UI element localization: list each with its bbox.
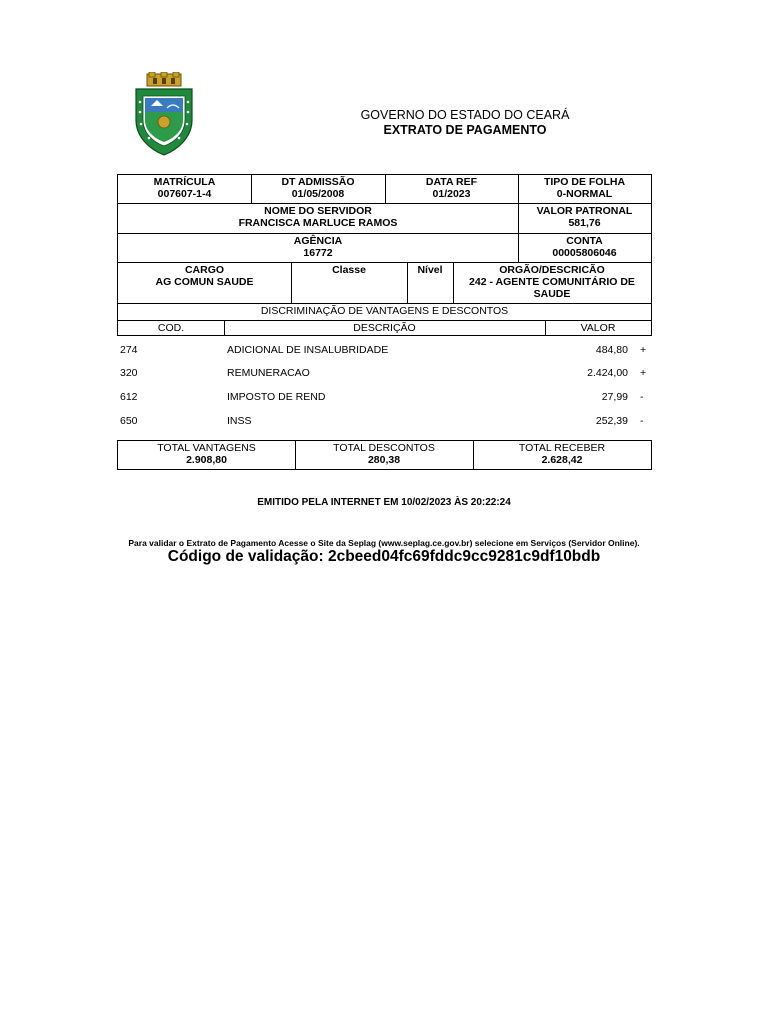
admissao-cell — [251, 176, 385, 200]
nome-servidor-label: NOME DO SERVIDOR — [264, 205, 372, 217]
classe-label: Classe — [332, 264, 366, 276]
item-descricao: REMUNERACAO — [227, 367, 310, 379]
classe-cell — [291, 264, 407, 276]
totals-table — [117, 440, 652, 470]
item-sinal: - — [640, 391, 644, 403]
total-receber-value: 2.628,42 — [541, 454, 583, 466]
admissao-label: DT ADMISSÃO — [281, 176, 355, 188]
total-vantagens-cell — [118, 442, 295, 466]
conta-cell — [518, 235, 651, 259]
orgao-value-line1: 242 - AGENTE COMUNITÁRIO DE — [469, 276, 635, 288]
government-title: GOVERNO DO ESTADO DO CEARÁ — [360, 108, 570, 122]
conta-value: 00005806046 — [552, 247, 617, 259]
col-cod-header: COD. — [157, 322, 185, 334]
item-cod: 274 — [120, 344, 138, 356]
validation-instructions: Para validar o Extrato de Pagamento Acesse o Site da Seplag (www.seplag.ce.gov.br) selecione em Serviços (Servidor Online). — [128, 538, 640, 548]
validation-code: Código de validação: 2cbeed04fc69fddc9cc9281c9df10bdb — [167, 548, 601, 565]
total-vantagens-value: 2.908,80 — [186, 454, 227, 466]
employee-info-table — [117, 174, 652, 336]
total-receber-label: TOTAL RECEBER — [518, 442, 606, 454]
list-item — [117, 344, 652, 358]
agencia-cell — [118, 235, 518, 259]
data-ref-label: DATA REF — [425, 176, 478, 188]
nome-servidor-value: FRANCISCA MARLUCE RAMOS — [238, 217, 398, 229]
data-ref-cell — [385, 176, 518, 200]
nome-servidor-cell — [118, 205, 518, 229]
cargo-label: CARGO — [184, 264, 225, 276]
nivel-label: Nível — [417, 264, 443, 276]
col-descricao-header: DESCRIÇÃO — [353, 322, 416, 334]
col-valor-header: VALOR — [580, 322, 616, 334]
matricula-value: 007607-1-4 — [157, 188, 212, 200]
item-cod: 320 — [120, 367, 138, 379]
valor-patronal-label: VALOR PATRONAL — [536, 205, 633, 217]
agencia-label: AGÊNCIA — [293, 235, 343, 247]
emission-timestamp: EMITIDO PELA INTERNET EM 10/02/2023 ÀS 20:22:24 — [257, 497, 511, 508]
list-item — [117, 391, 652, 405]
nivel-cell — [407, 264, 453, 276]
agencia-value: 16772 — [303, 247, 333, 259]
total-receber-cell — [473, 442, 651, 466]
item-valor: 2.424,00 — [587, 367, 628, 379]
discriminacao-title: DISCRIMINAÇÃO DE VANTAGENS E DESCONTOS — [260, 305, 509, 317]
tipo-folha-cell — [518, 176, 651, 200]
matricula-cell — [118, 176, 251, 200]
item-descricao: INSS — [227, 415, 252, 427]
total-descontos-cell — [295, 442, 473, 466]
list-item — [117, 367, 652, 381]
orgao-label: ORGÃO/DESCRICÃO — [499, 264, 605, 276]
total-vantagens-label: TOTAL VANTAGENS — [157, 442, 256, 454]
conta-label: CONTA — [566, 235, 603, 247]
list-item — [117, 415, 652, 429]
admissao-value: 01/05/2008 — [291, 188, 345, 200]
orgao-cell — [453, 264, 651, 300]
item-valor: 27,99 — [601, 391, 628, 403]
data-ref-value: 01/2023 — [432, 188, 471, 200]
valor-patronal-cell — [518, 205, 651, 229]
tipo-folha-value: 0-NORMAL — [556, 188, 613, 200]
valor-patronal-value: 581,76 — [568, 217, 601, 229]
items-list — [117, 344, 652, 434]
item-valor: 484,80 — [595, 344, 628, 356]
item-valor: 252,39 — [595, 415, 628, 427]
item-cod: 612 — [120, 391, 138, 403]
tipo-folha-label: TIPO DE FOLHA — [543, 176, 626, 188]
orgao-value-line2: SAUDE — [533, 288, 571, 300]
matricula-label: MATRÍCULA — [153, 176, 216, 188]
total-descontos-label: TOTAL DESCONTOS — [333, 442, 435, 454]
total-descontos-value: 280,38 — [367, 454, 401, 466]
item-cod: 650 — [120, 415, 138, 427]
item-sinal: - — [640, 415, 644, 427]
cargo-cell — [118, 264, 291, 288]
item-sinal: + — [640, 344, 647, 356]
document-title: EXTRATO DE PAGAMENTO — [383, 123, 547, 137]
state-coat-of-arms-logo — [133, 72, 195, 156]
item-descricao: IMPOSTO DE REND — [227, 391, 326, 403]
cargo-value: AG COMUN SAUDE — [155, 276, 254, 288]
item-sinal: + — [640, 367, 647, 379]
item-descricao: ADICIONAL DE INSALUBRIDADE — [227, 344, 389, 356]
